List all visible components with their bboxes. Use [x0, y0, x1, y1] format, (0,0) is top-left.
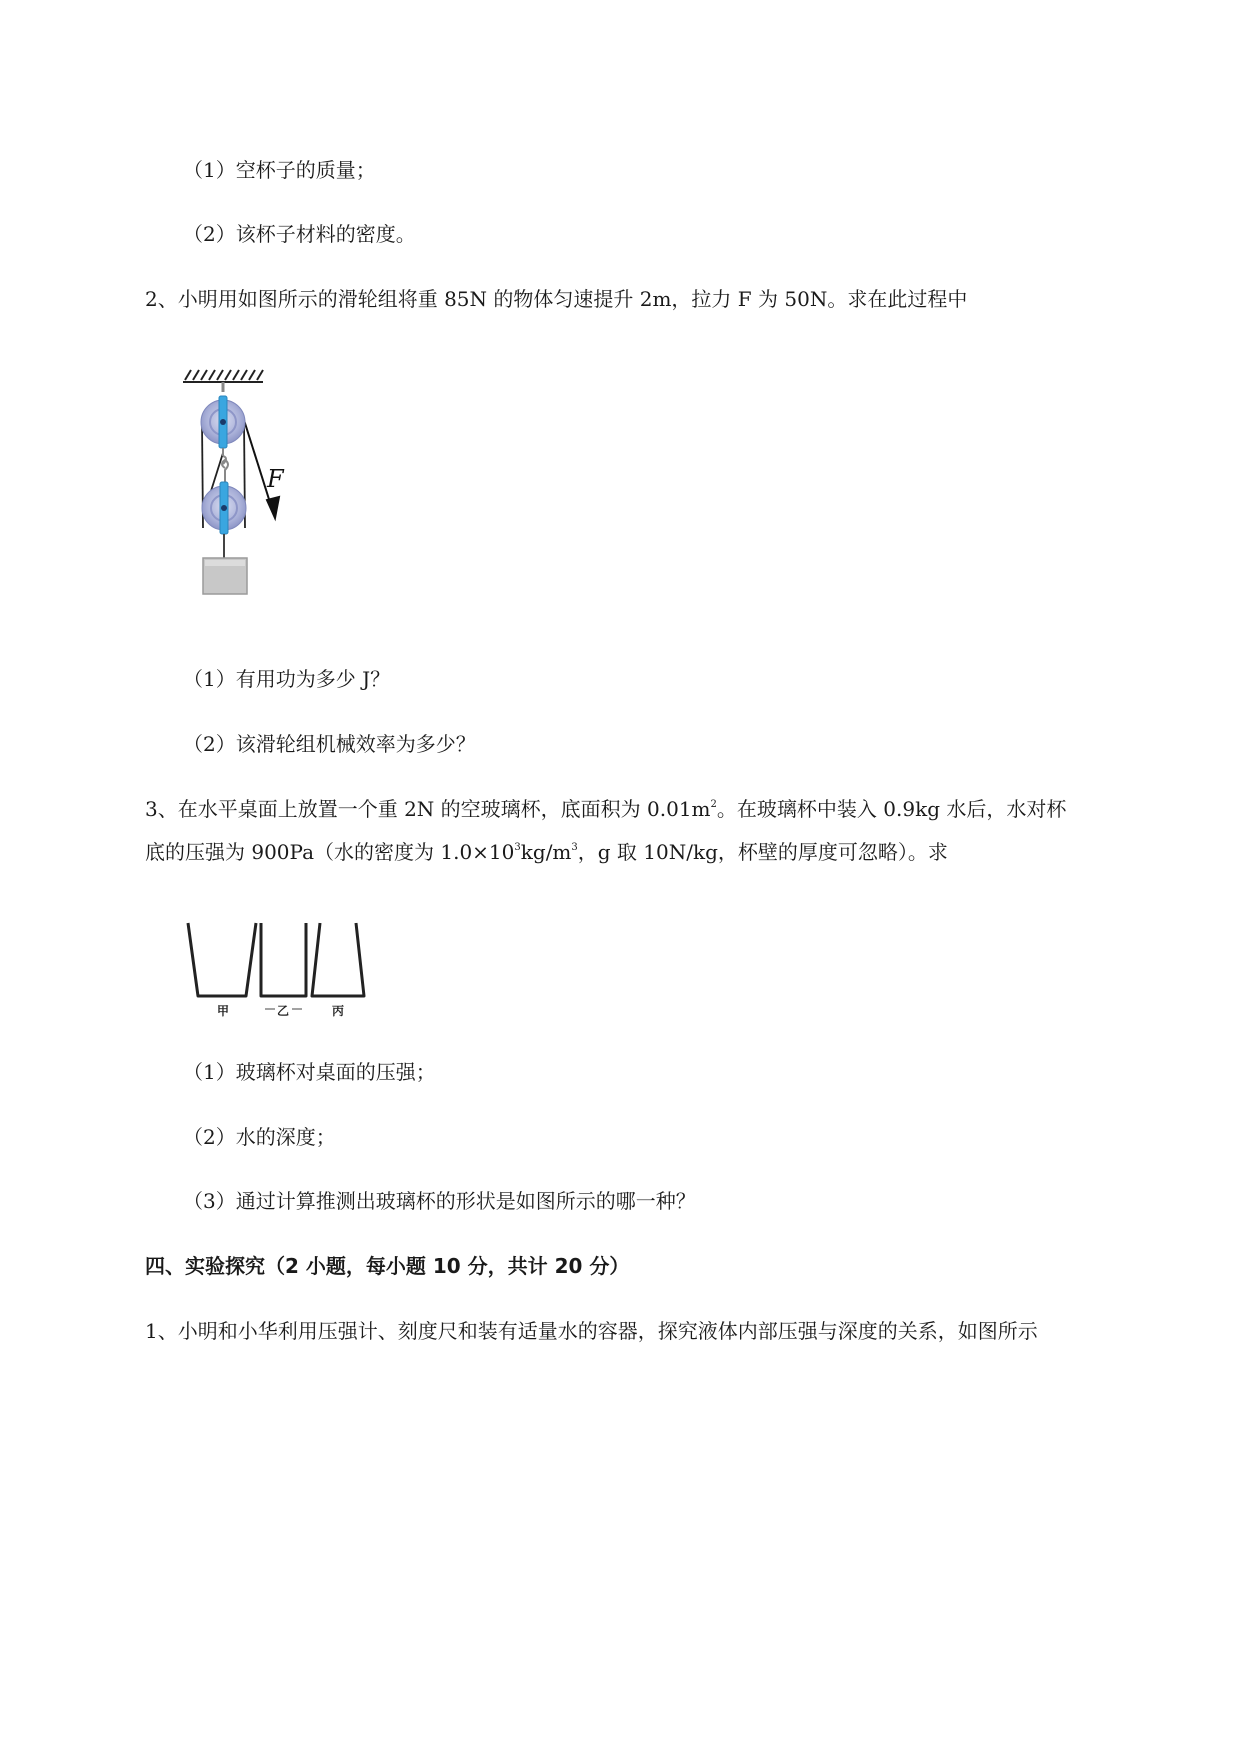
cup-bing [312, 923, 364, 996]
cup-label-bing: 丙 [332, 1004, 345, 1018]
cup-label-jia: 甲 [217, 1004, 230, 1018]
q3-sub2: （2）水的深度； [183, 1125, 336, 1149]
q3-sub1: （1）玻璃杯对桌面的压强； [183, 1060, 436, 1084]
q3-sub3: （3）通过计算推测出玻璃杯的形状是如图所示的哪一种？ [183, 1189, 696, 1213]
bottom-pulley [202, 482, 246, 534]
q2-sub1: （1）有用功为多少 J？ [183, 667, 391, 691]
q2-sub2: （2）该滑轮组机械效率为多少？ [183, 732, 476, 756]
cups-figure [180, 918, 370, 1018]
q1-sub1: （1）空杯子的质量； [183, 158, 376, 182]
section-heading: 四、实验探究（2 小题，每小题 10 分，共计 20 分） [145, 1254, 630, 1278]
force-label: F [267, 465, 284, 493]
cup-jia [188, 923, 256, 996]
q3-stem-line1: 3、在水平桌面上放置一个重 2N 的空玻璃杯，底面积为 $0.01m^2$。在玻璃杯中装入 0.9kg 水后，水对杯 [145, 797, 1067, 821]
section4-q1-stem: 1、小明和小华利用压强计、刻度尺和装有适量水的容器，探究液体内部压强与深度的关系，如图所示 [145, 1319, 1038, 1343]
cup-yi [261, 923, 306, 996]
ceiling-hatch [183, 370, 263, 382]
q3-stem-line2: 底的压强为 900Pa（水的密度为 $1.0\times 10^3kg/m^3$，g 取 10N/kg，杯壁的厚度可忽略）。求 [145, 840, 948, 864]
q2-stem: 2、小明用如图所示的滑轮组将重 85N 的物体匀速提升 2m，拉力 F 为 50N。求在此过程中 [145, 287, 968, 311]
pulley-figure [175, 360, 305, 625]
cup-label-yi: 乙 [277, 1004, 290, 1018]
q1-sub2: （2）该杯子材料的密度。 [183, 222, 416, 246]
top-pulley [201, 396, 245, 464]
